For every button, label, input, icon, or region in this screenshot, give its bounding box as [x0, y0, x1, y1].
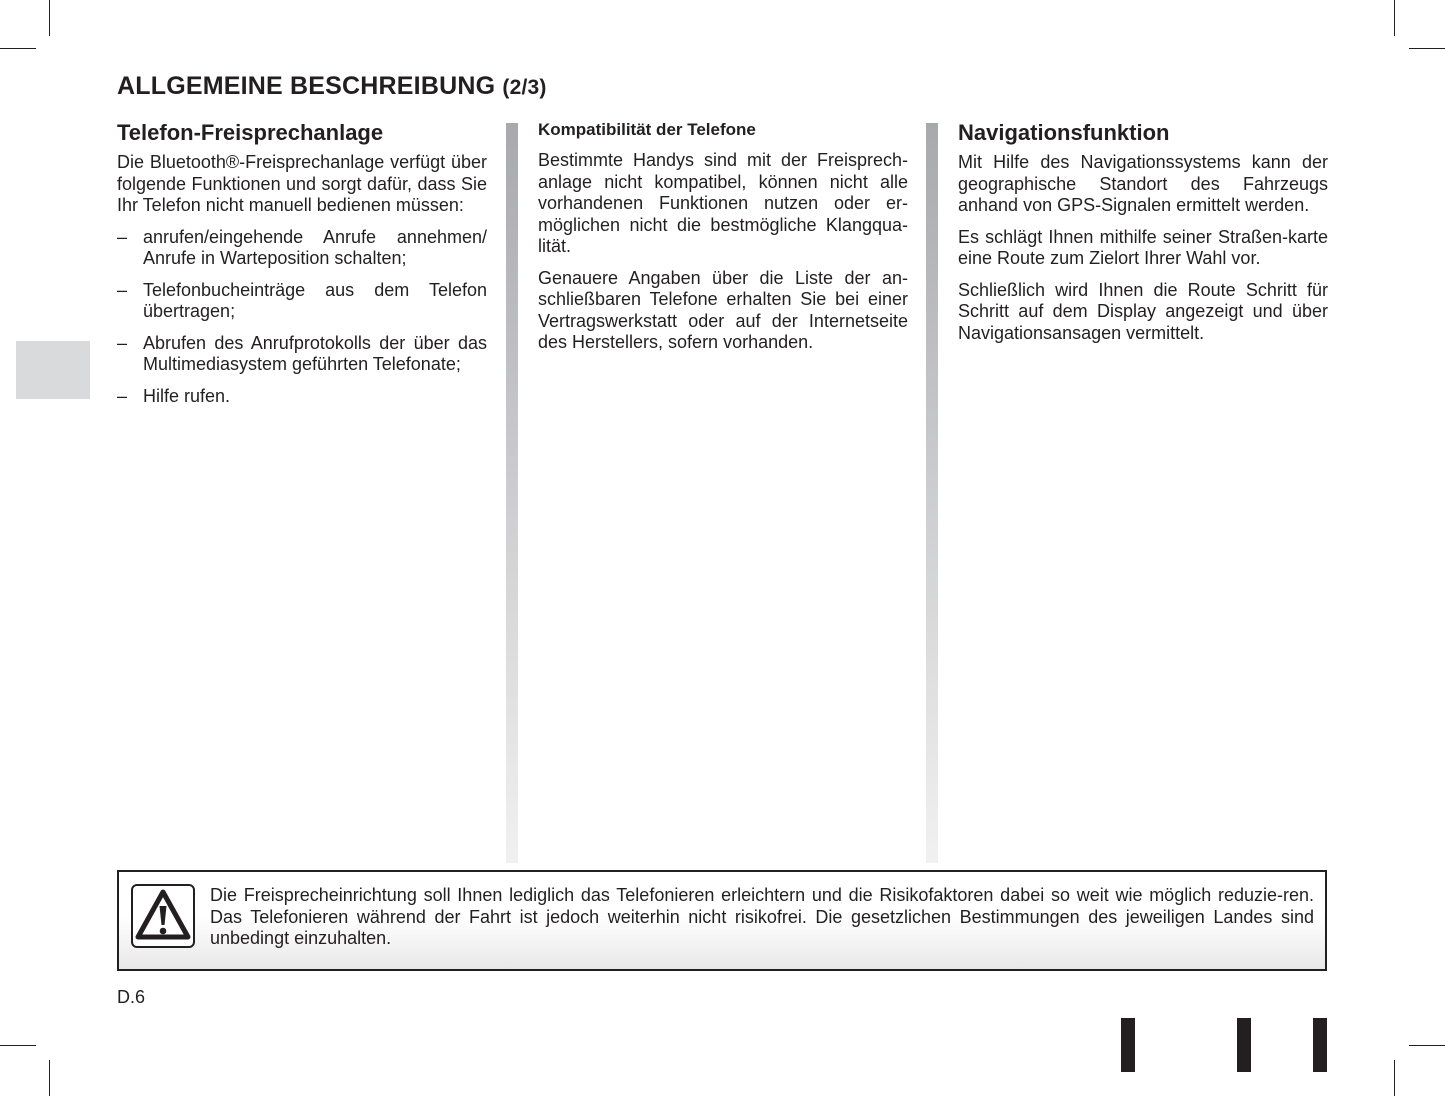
compatibility-paragraph: Genauere Angaben über die Liste der an-schließbaren Telefone erhalten Sie bei einer Vertragswerkstatt oder auf der Internetseite des Herstellers, sofern vorhanden.: [538, 267, 908, 352]
crop-mark: [1394, 1060, 1395, 1096]
dash-bullet: –: [117, 332, 128, 353]
registration-mark: [1237, 1018, 1251, 1072]
navigation-paragraph: Schließlich wird Ihnen die Route Schritt für Schritt auf dem Display angezeigt und über Navigationsansagen vermittelt.: [958, 279, 1328, 343]
dash-bullet: –: [117, 279, 128, 300]
page-number: D.6: [117, 987, 146, 1007]
crop-mark: [1394, 0, 1395, 36]
phone-function-list: [117, 227, 487, 408]
list-item-text: anrufen/eingehende Anrufe annehmen/ Anrufe in Warteposition schalten;: [143, 226, 487, 268]
warning-triangle-icon: [131, 884, 195, 948]
list-item: [117, 386, 487, 408]
heading-compatibility: Kompatibilität der Telefone: [538, 120, 756, 139]
heading-phone: Telefon-Freisprechanlage: [117, 120, 384, 145]
dash-bullet: –: [117, 385, 128, 406]
column-divider: [506, 123, 518, 863]
compatibility-paragraph: Bestimmte Handys sind mit der Freisprech-anlage nicht kompatibel, können nicht alle vorhandenen Funktionen nutzen oder er-möglichen nicht die bestmögliche Klangqua-lität.: [538, 150, 908, 256]
dash-bullet: –: [117, 226, 128, 247]
registration-mark: [1313, 1018, 1327, 1072]
list-item: [117, 280, 487, 323]
list-item: [117, 227, 487, 270]
column-divider: [926, 123, 938, 863]
column-compatibility: [538, 120, 908, 364]
warning-box: [117, 870, 1327, 971]
list-item-text: Abrufen des Anrufprotokolls der über das Multimediasystem geführten Telefonate;: [143, 332, 487, 374]
page-title-text: ALLGEMEINE BESCHREIBUNG: [117, 72, 496, 100]
page-title-part: (2/3): [502, 76, 547, 99]
list-item: [117, 333, 487, 376]
crop-mark: [49, 0, 50, 36]
list-item-text: Telefonbucheinträge aus dem Telefon übertragen;: [143, 279, 487, 321]
crop-mark: [0, 1045, 36, 1046]
list-item-text: Hilfe rufen.: [143, 385, 231, 406]
column-phone: [117, 120, 487, 417]
navigation-paragraph: Es schlägt Ihnen mithilfe seiner Straßen-karte eine Route zum Zielort Ihrer Wahl vor.: [958, 226, 1328, 268]
crop-mark: [1409, 1045, 1445, 1046]
registration-mark: [1121, 1018, 1135, 1072]
chapter-tab: [16, 341, 90, 399]
crop-mark: [1409, 48, 1445, 49]
column-navigation: [958, 120, 1328, 354]
warning-text: Die Freisprecheinrichtung soll Ihnen lediglich das Telefonieren erleichtern und die Risikofaktoren dabei so weit wie möglich reduzie-ren. Das Telefonieren während der Fahrt ist jedoch weiterhin nicht risikofrei. Die gesetzlichen Bestimmungen des jeweiligen Landes sind unbedingt einzuhalten.: [210, 885, 1314, 948]
crop-mark: [49, 1060, 50, 1096]
navigation-paragraph: Mit Hilfe des Navigationssystems kann der geographische Standort des Fahrzeugs anhand von GPS-Signalen ermittelt werden.: [958, 152, 1328, 215]
phone-intro: Die Bluetooth®-Freisprechanlage verfügt über folgende Funktionen und sorgt dafür, dass Sie Ihr Telefon nicht manuell bedienen müssen:: [117, 152, 487, 215]
heading-navigation: Navigationsfunktion: [958, 120, 1170, 145]
crop-mark: [0, 48, 36, 49]
page-title: [117, 72, 547, 101]
